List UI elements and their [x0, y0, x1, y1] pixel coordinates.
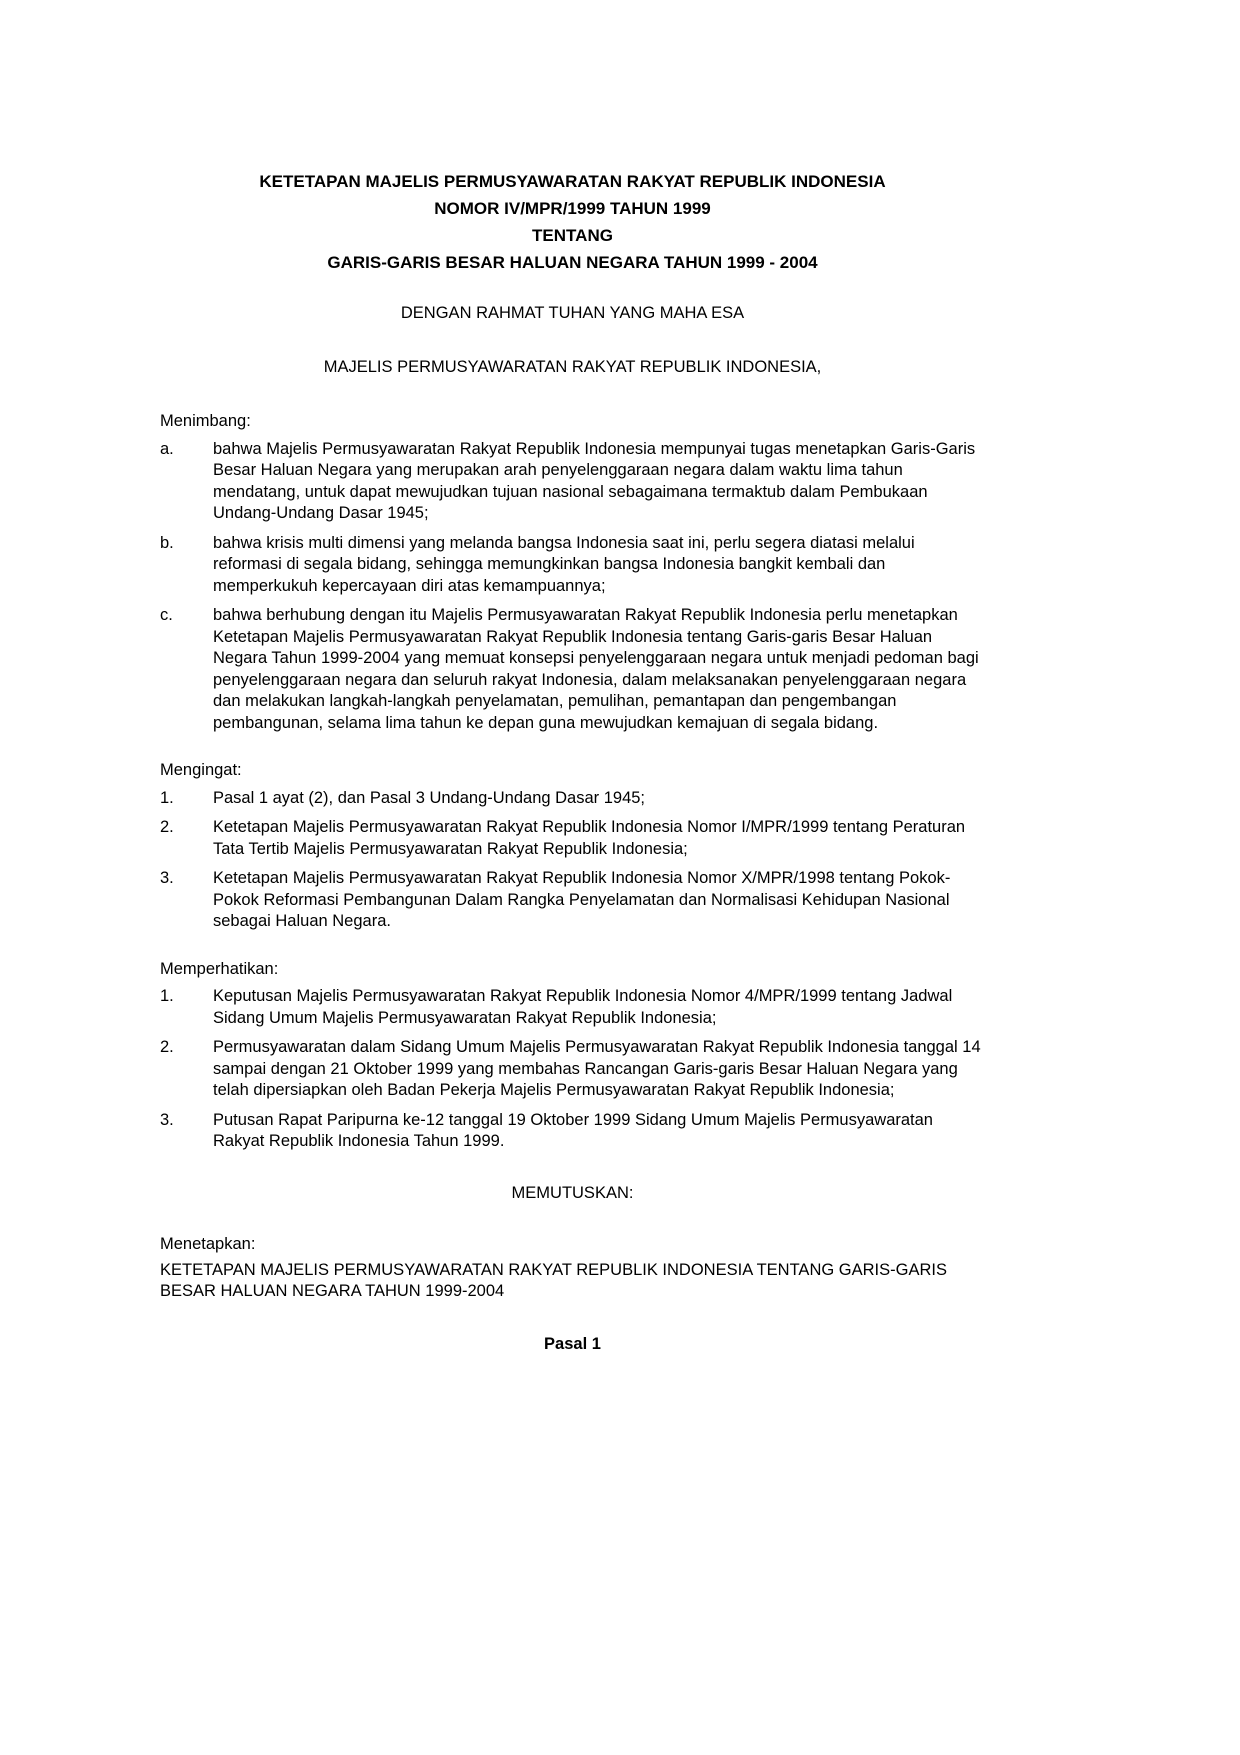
decision-heading: MEMUTUSKAN:: [511, 1183, 634, 1202]
title-line-4: GARIS-GARIS BESAR HALUAN NEGARA TAHUN 1999 - 2004: [327, 253, 818, 272]
item-label: 1.: [160, 987, 174, 1005]
item-label: a.: [160, 439, 174, 458]
item-text: bahwa Majelis Permusyawaratan Rakyat Republik Indonesia mempunyai tugas menetapkan Garis-Garis Besar Haluan Negara yang merupakan arah penyelenggaraan negara dalam waktu lima tahun mendatang, untuk dapat mewujudkan tujuan nasional sebagaimana termaktub dalam Pembukaan Undang-Undang Dasar 1945;: [213, 439, 976, 522]
article-heading-pasal-1: Pasal 1: [544, 1334, 601, 1353]
observation-item-3: [160, 1110, 985, 1153]
item-label: 3.: [160, 869, 174, 887]
item-label: b.: [160, 533, 174, 552]
legal-basis-item-3: [160, 868, 985, 933]
item-label: c.: [160, 606, 173, 624]
legal-basis-item-2: [160, 817, 985, 860]
section-heading-memperhatikan: Memperhatikan:: [160, 959, 279, 978]
title-line-2: NOMOR IV/MPR/1999 TAHUN 1999: [434, 199, 711, 218]
invocation-line: DENGAN RAHMAT TUHAN YANG MAHA ESA: [400, 304, 745, 322]
section-heading-menimbang: Menimbang:: [160, 412, 251, 430]
consideration-item-b: [160, 533, 985, 598]
item-text: Ketetapan Majelis Permusyawaratan Rakyat Republik Indonesia Nomor X/MPR/1998 tentang Pokok-Pokok Reformasi Pembangunan Dalam Rangka Penyelamatan dan Normalisasi Kehidupan Nasional sebagai Haluan Negara.: [213, 869, 951, 930]
item-label: 2.: [160, 818, 174, 836]
legal-basis-item-1: [160, 788, 985, 810]
issuer-line: MAJELIS PERMUSYAWARATAN RAKYAT REPUBLIK INDONESIA,: [323, 357, 822, 376]
section-menimbang: [160, 411, 985, 734]
item-text: bahwa berhubung dengan itu Majelis Permusyawaratan Rakyat Republik Indonesia perlu menetapkan Ketetapan Majelis Permusyawaratan Rakyat Republik Indonesia tentang Garis-garis Besar Haluan Negara Tahun 1999-2004 yang memuat konsepsi penyelenggaraan negara untuk menjadi pedoman bagi penyelenggaraan negara dan seluruh rakyat Indonesia, dalam melaksanakan penyelenggaraan negara dan melakukan langkah-langkah penyelamatan, pemulihan, pemantapan dan pengembangan pembangunan, selama lima tahun ke depan guna mewujudkan kemajuan di segala bidang.: [213, 606, 979, 732]
observation-item-2: [160, 1037, 985, 1102]
item-text: Keputusan Majelis Permusyawaratan Rakyat Republik Indonesia Nomor 4/MPR/1999 tentang Jadwal Sidang Umum Majelis Permusyawaratan Rakyat Republik Indonesia;: [213, 987, 953, 1027]
consideration-item-c: [160, 605, 985, 734]
consideration-item-a: [160, 439, 985, 525]
item-text: Permusyawaratan dalam Sidang Umum Majelis Permusyawaratan Rakyat Republik Indonesia tanggal 14 sampai dengan 21 Oktober 1999 yang membahas Rancangan Garis-garis Besar Haluan Negara yang telah dipersiapkan oleh Badan Pekerja Majelis Permusyawaratan Rakyat Republik Indonesia;: [213, 1038, 981, 1099]
section-heading-mengingat: Mengingat:: [160, 761, 242, 779]
section-mengingat: [160, 760, 985, 933]
section-memperhatikan: [160, 959, 985, 1153]
item-label: 1.: [160, 788, 174, 807]
title-line-3: TENTANG: [532, 226, 613, 245]
observation-item-1: [160, 986, 985, 1029]
title-line-1: KETETAPAN MAJELIS PERMUSYAWARATAN RAKYAT REPUBLIK INDONESIA: [259, 172, 886, 191]
item-label: 2.: [160, 1038, 174, 1056]
item-text: Putusan Rapat Paripurna ke-12 tanggal 19 Oktober 1999 Sidang Umum Majelis Permusyawaratan Rakyat Republik Indonesia Tahun 1999.: [213, 1110, 933, 1150]
item-label: 3.: [160, 1110, 174, 1129]
document-title-block: [160, 168, 985, 276]
enacting-text: KETETAPAN MAJELIS PERMUSYAWARATAN RAKYAT REPUBLIK INDONESIA TENTANG GARIS-GARIS BESAR HALUAN NEGARA TAHUN 1999-2004: [160, 1260, 947, 1300]
item-text: Ketetapan Majelis Permusyawaratan Rakyat Republik Indonesia Nomor I/MPR/1999 tentang Peraturan Tata Tertib Majelis Permusyawaratan Rakyat Republik Indonesia;: [213, 818, 966, 858]
enacting-heading: Menetapkan:: [160, 1235, 256, 1253]
item-text: Pasal 1 ayat (2), dan Pasal 3 Undang-Undang Dasar 1945;: [213, 788, 646, 807]
item-text: bahwa krisis multi dimensi yang melanda bangsa Indonesia saat ini, perlu segera diatasi melalui reformasi di segala bidang, sehingga memungkinkan bangsa Indonesia bangkit kembali dan memperkukuh kepercayaan diri atas kemampuannya;: [213, 533, 915, 595]
